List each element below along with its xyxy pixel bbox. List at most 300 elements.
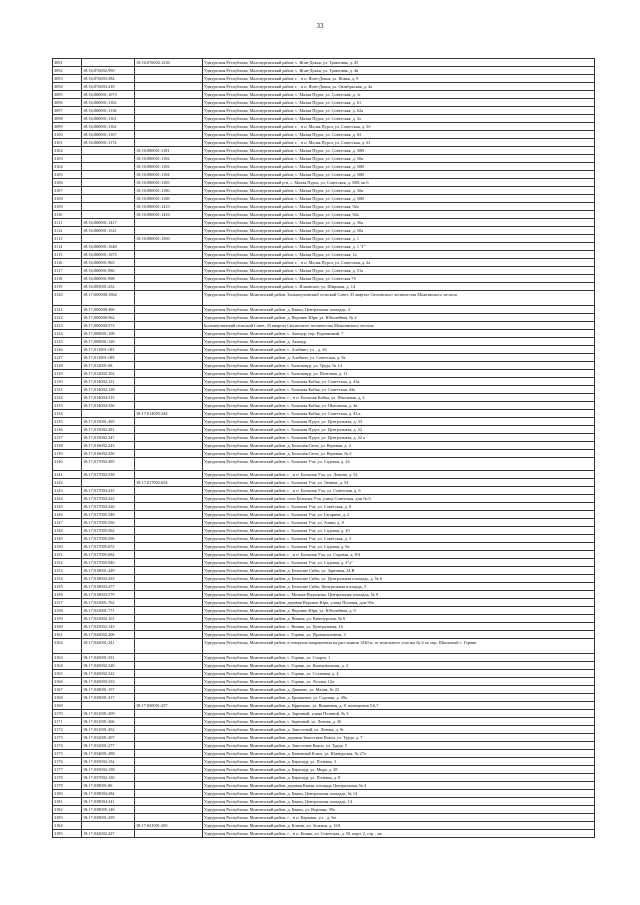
row-number-cell: 3139 bbox=[53, 450, 82, 458]
parent-cadastral-number-cell bbox=[135, 418, 203, 426]
cadastral-number-cell: 18:17:000000:562 bbox=[82, 314, 135, 322]
parent-cadastral-number-cell: 18:16:080001:1183 bbox=[135, 163, 203, 171]
table-row bbox=[53, 410, 595, 418]
table-row bbox=[53, 147, 595, 155]
cadastral-number-cell bbox=[82, 203, 135, 211]
parent-cadastral-number-cell bbox=[135, 227, 203, 235]
row-number-cell: 3159 bbox=[53, 615, 82, 623]
table-row bbox=[53, 694, 595, 702]
table-row bbox=[53, 543, 595, 551]
address-cell: Удмуртская Республика, Малопургинский район, с. Малая Пурга, ул. Советская, д. 63 bbox=[203, 131, 595, 139]
cadastral-number-cell: 18:17:038004:341 bbox=[82, 798, 135, 806]
cadastral-number-cell: 18:16:080001:986 bbox=[82, 267, 135, 275]
address-cell: Удмуртская Республика, Можгинский район, г. , н п. Большая Уча, ул. Советская, д. 6 bbox=[203, 487, 595, 495]
parent-cadastral-number-cell bbox=[135, 814, 203, 822]
row-number-cell: 3173 bbox=[53, 734, 82, 742]
parent-cadastral-number-cell bbox=[135, 615, 203, 623]
table-row bbox=[53, 726, 595, 734]
parent-cadastral-number-cell bbox=[135, 750, 203, 758]
row-number-cell: 3183 bbox=[53, 814, 82, 822]
address-cell: Удмуртская Республика, Малопургинский район, с. Малая Пурга, ул. Советская, д. 61 bbox=[203, 99, 595, 107]
row-number-cell: 3119 bbox=[53, 283, 82, 291]
cadastral-number-cell: 18:16:085001:252 bbox=[82, 283, 135, 291]
parent-cadastral-number-cell: 18:16:080001:1182 bbox=[135, 155, 203, 163]
row-number-cell: 3115 bbox=[53, 251, 82, 259]
cadastral-number-cell: 18:17:017003:426 bbox=[82, 503, 135, 511]
address-cell: Удмуртская Республика, Можгинский район, г. , н п. Керамик, ул. , д. 6н bbox=[203, 814, 595, 822]
cadastral-number-cell: 18:17:015001:495 bbox=[82, 418, 135, 426]
cadastral-number-cell bbox=[82, 211, 135, 219]
row-number-cell: 3099 bbox=[53, 123, 82, 131]
table-row bbox=[53, 750, 595, 758]
parent-cadastral-number-cell bbox=[135, 346, 203, 354]
cadastral-number-cell: 18:17:017003:422 bbox=[82, 495, 135, 503]
table-row bbox=[53, 495, 595, 503]
row-number-cell: 3168 bbox=[53, 694, 82, 702]
table-row bbox=[53, 322, 595, 330]
parent-cadastral-number-cell bbox=[135, 543, 203, 551]
address-cell: Удмуртская Республика, Можгинский район, с. Большая Уча, ул. Садовая, д. 9а bbox=[203, 543, 595, 551]
cadastral-number-cell: 18:17:018003:579 bbox=[82, 591, 135, 599]
cadastral-number-cell: 18:17:017005:556 bbox=[82, 519, 135, 527]
table-row bbox=[53, 458, 595, 471]
table-row bbox=[53, 559, 595, 567]
row-number-cell: 3167 bbox=[53, 686, 82, 694]
cadastral-number-cell: 18:16:080001:1521 bbox=[82, 227, 135, 235]
row-number-cell: 3112 bbox=[53, 227, 82, 235]
table-row bbox=[53, 599, 595, 607]
cadastral-number-cell: 18:17:016002:243 bbox=[82, 442, 135, 450]
table-row bbox=[53, 251, 595, 259]
address-cell: Удмуртская Республика, Можгинский район, с. Большая Пудга, ул. Центральная, д. 22 bbox=[203, 426, 595, 434]
parent-cadastral-number-cell: 18:16:080001:1184 bbox=[135, 171, 203, 179]
row-number-cell: 3163 bbox=[53, 654, 82, 662]
cadastral-number-cell bbox=[82, 147, 135, 155]
cadastral-number-cell: 18:17:023002:101 bbox=[82, 615, 135, 623]
row-number-cell: 3104 bbox=[53, 163, 82, 171]
address-cell: Удмуртская Республика, Малопургинский район, г. , н п. Малая Пурга, ул. Советская, д. 61 bbox=[203, 139, 595, 147]
address-cell: Удмуртская Республика, Можгинский район, д. Квачи, Центральная площадь, 4 bbox=[203, 306, 595, 314]
parent-cadastral-number-cell bbox=[135, 251, 203, 259]
address-cell: Удмуртская Республика, Малопургинский район, с. Малая Пурга, ул. Советская, д. 50В bbox=[203, 163, 595, 171]
table-row bbox=[53, 686, 595, 694]
table-row bbox=[53, 67, 595, 75]
table-row bbox=[53, 59, 595, 67]
address-cell: Удмуртская Республика, Можгинский район, с. Большая Уча, ул. Садовая, д. 3"а" bbox=[203, 559, 595, 567]
address-cell: Удмуртская Республика, Можгинский район, д. Вишня, ул. Вишнурская, № 6 bbox=[203, 615, 595, 623]
cadastral-number-cell: 18:17:017003:415 bbox=[82, 487, 135, 495]
row-number-cell: 3161 bbox=[53, 631, 82, 639]
address-cell: Удмуртская Республика, Можгинский район, д. Большие Сибы, ул. Центральная площадь, д. № 6 bbox=[203, 575, 595, 583]
table-row bbox=[53, 479, 595, 487]
cadastral-number-cell: 18:17:038004:284 bbox=[82, 790, 135, 798]
address-cell: Удмуртская Республика, Можгинский район, с. Большая Кибья, ул. Советская, д. 43а bbox=[203, 378, 595, 386]
table-row bbox=[53, 662, 595, 670]
row-number-cell: 3106 bbox=[53, 179, 82, 187]
table-row bbox=[53, 426, 595, 434]
cadastral-number-cell: 18:17:018003:433 bbox=[82, 575, 135, 583]
parent-cadastral-number-cell bbox=[135, 718, 203, 726]
cadastral-number-cell: 18:17:000000:496 bbox=[82, 306, 135, 314]
row-number-cell: 3128 bbox=[53, 362, 82, 370]
parent-cadastral-number-cell bbox=[135, 99, 203, 107]
address-cell: Удмуртская Республика, Можгинский район, д. Замостный, ул. Лечная, д. 9г bbox=[203, 726, 595, 734]
parent-cadastral-number-cell bbox=[135, 495, 203, 503]
row-number-cell: 3141 bbox=[53, 471, 82, 479]
cadastral-number-cell: 18:17:014002:138 bbox=[82, 386, 135, 394]
table-row bbox=[53, 607, 595, 615]
address-cell: Удмуртская Республика, Можгинский район, с. Большая Уча, ул. Азина, д. 8 bbox=[203, 519, 595, 527]
address-cell: Удмуртская Республика, Можгинский район, д. Верхние Юри, ул. Юбилейная, № 2 bbox=[203, 314, 595, 322]
table-row bbox=[53, 551, 595, 559]
cadastral-number-cell bbox=[82, 155, 135, 163]
parent-cadastral-number-cell bbox=[135, 798, 203, 806]
table-row bbox=[53, 378, 595, 386]
address-cell: Удмуртская Республика, Можгинский район, г. , н п. Комяк, ул. Советская, д. 50, корп. 2, стр. , кв bbox=[203, 830, 595, 838]
table-row bbox=[53, 83, 595, 91]
row-number-cell: 3131 bbox=[53, 386, 82, 394]
table-row bbox=[53, 99, 595, 107]
row-number-cell: 3118 bbox=[53, 275, 82, 283]
address-cell: Удмуртская Республика, Можгинский район, д. Акашур bbox=[203, 338, 595, 346]
address-cell: Удмуртская Республика, Можгинский район, с. Горняк, ул. Промышленная, 3 bbox=[203, 631, 595, 639]
table-row bbox=[53, 487, 595, 495]
cadastral-number-cell: 18:17:032001:207 bbox=[82, 734, 135, 742]
row-number-cell: 3132 bbox=[53, 394, 82, 402]
row-number-cell: 3138 bbox=[53, 442, 82, 450]
parent-cadastral-number-cell bbox=[135, 734, 203, 742]
cadastral-number-cell: 18:17:011001:189 bbox=[82, 354, 135, 362]
table-row bbox=[53, 623, 595, 631]
cadastral-number-cell: 18:17:017002:538 bbox=[82, 471, 135, 479]
parent-cadastral-number-cell bbox=[135, 259, 203, 267]
cadastral-number-cell bbox=[82, 179, 135, 187]
table-row bbox=[53, 394, 595, 402]
cadastral-number-cell bbox=[82, 235, 135, 243]
table-row bbox=[53, 678, 595, 686]
cadastral-number-cell: 18:16:080001:1102 bbox=[82, 99, 135, 107]
table-row bbox=[53, 790, 595, 798]
row-number-cell: 3154 bbox=[53, 575, 82, 583]
address-cell: Удмуртская Республика, Малопургинский район, с. Малая Пурга, ул. Советская, д. 1 "Г" bbox=[203, 243, 595, 251]
cadastral-number-cell: 18:16:080001:1648 bbox=[82, 243, 135, 251]
address-cell: Удмуртская Республика, Можгинский район, с. Большая Пудга, ул. Центральная, д. 22 а bbox=[203, 434, 595, 442]
address-cell: Удмуртская Республика, Малопургинский район, с. Малая Пурга, ул. Советская, д. 50В bbox=[203, 147, 595, 155]
cadastral-number-cell: 18:16:080001:1675 bbox=[82, 251, 135, 259]
row-number-cell: 3181 bbox=[53, 798, 82, 806]
table-row bbox=[53, 291, 595, 306]
address-cell: Удмуртская Республика, Малопургинский район, с. Яган-Докья, ул. Трактовая, д. 45 bbox=[203, 59, 595, 67]
parent-cadastral-number-cell bbox=[135, 559, 203, 567]
row-number-cell: 3109 bbox=[53, 203, 82, 211]
parent-cadastral-number-cell bbox=[135, 314, 203, 322]
row-number-cell: 3143 bbox=[53, 487, 82, 495]
parent-cadastral-number-cell bbox=[135, 519, 203, 527]
table-row bbox=[53, 338, 595, 346]
address-cell: Удмуртская Республика, Можгинский район, д. Бровынью, ул. Садовая, д. 28а bbox=[203, 694, 595, 702]
table-row bbox=[53, 362, 595, 370]
address-cell: Удмуртская Республика, Можгинский район, д. Карашур, ул. Полевая, д. 8 bbox=[203, 774, 595, 782]
cadastral-number-cell: 18:17:038001:86 bbox=[82, 782, 135, 790]
cadastral-number-cell: 18:17:023001:762 bbox=[82, 599, 135, 607]
table-row bbox=[53, 450, 595, 458]
row-number-cell: 3162 bbox=[53, 639, 82, 654]
row-number-cell: 3175 bbox=[53, 750, 82, 758]
table-row bbox=[53, 639, 595, 654]
table-row bbox=[53, 654, 595, 662]
cadastral-number-cell: 18:17:023001:771 bbox=[82, 607, 135, 615]
row-number-cell: 3095 bbox=[53, 91, 82, 99]
row-number-cell: 3124 bbox=[53, 330, 82, 338]
address-cell: Удмуртская Республика, Можгинский район, деревня Замостные Какси, ул. Труда, д. 7 bbox=[203, 734, 595, 742]
parent-cadastral-number-cell bbox=[135, 599, 203, 607]
table-row bbox=[53, 814, 595, 822]
table-row bbox=[53, 314, 595, 322]
address-cell: Удмуртская Республика, Можгинский район, с. Большая Уча, ул. Советская, д. 8 bbox=[203, 503, 595, 511]
row-number-cell: 3136 bbox=[53, 426, 82, 434]
address-cell: Удмуртская Республика, Можгинский район, д. Дамаево, ул. Малая, № 22 bbox=[203, 686, 595, 694]
parent-cadastral-number-cell bbox=[135, 243, 203, 251]
table-row bbox=[53, 418, 595, 426]
row-number-cell: 3134 bbox=[53, 410, 82, 418]
address-cell: Удмуртская Республика, Можгинский район, с. Акашур, пер. Родниковый, 7 bbox=[203, 330, 595, 338]
table-row bbox=[53, 567, 595, 575]
cadastral-number-cell: 18:17:031001:209 bbox=[82, 710, 135, 718]
table-row bbox=[53, 758, 595, 766]
parent-cadastral-number-cell bbox=[135, 67, 203, 75]
table-row bbox=[53, 766, 595, 774]
parent-cadastral-number-cell: 18:16:076002:1236 bbox=[135, 59, 203, 67]
parent-cadastral-number-cell bbox=[135, 123, 203, 131]
row-number-cell: 3094 bbox=[53, 83, 82, 91]
address-cell: Удмуртская Республика, Малопургинский район, г. , н п. Яган-Докья, ул. Октябрьская, д. 4а bbox=[203, 83, 595, 91]
row-number-cell: 3107 bbox=[53, 187, 82, 195]
cadastral-number-cell: 18:16:080001:1172 bbox=[82, 139, 135, 147]
register-table bbox=[52, 58, 595, 838]
parent-cadastral-number-cell bbox=[135, 591, 203, 599]
address-cell: Удмуртская Республика, Можгинский район, с. Большая Уча, ул. Гагарина, д. 2 bbox=[203, 511, 595, 519]
row-number-cell: 3165 bbox=[53, 670, 82, 678]
address-cell: Удмуртская Республика, Можгинский район, д. Большие Сибы, ул. Заречная, 24 В bbox=[203, 567, 595, 575]
row-number-cell: 3147 bbox=[53, 519, 82, 527]
table-row bbox=[53, 139, 595, 147]
row-number-cell: 3091 bbox=[53, 59, 82, 67]
parent-cadastral-number-cell: 18:17:041001:205 bbox=[135, 822, 203, 830]
cadastral-number-cell: 18:17:017005:596 bbox=[82, 535, 135, 543]
address-cell: Удмуртская Республика, Можгинский район, с. Горняк, ул. Спорта, 1 bbox=[203, 654, 595, 662]
parent-cadastral-number-cell bbox=[135, 275, 203, 283]
cadastral-number-cell: 18:17:018001:429 bbox=[82, 567, 135, 575]
table-row bbox=[53, 171, 595, 179]
table-row bbox=[53, 774, 595, 782]
address-cell: Удмуртская Республика, Можгинский район, д. Большая Сюга, ул. Верхняя, № 2 bbox=[203, 450, 595, 458]
address-cell: Удмуртская Республика, Можгинский район, в северном направлении на расстоянии 1440 м. от земельного участка № 6 по пер. Школьный с. Горняк bbox=[203, 639, 595, 654]
cadastral-number-cell: 18:17:012001:68 bbox=[82, 362, 135, 370]
parent-cadastral-number-cell bbox=[135, 354, 203, 362]
cadastral-number-cell: 18:17:017002:495 bbox=[82, 458, 135, 471]
row-number-cell: 3098 bbox=[53, 115, 82, 123]
row-number-cell: 3166 bbox=[53, 678, 82, 686]
table-row bbox=[53, 503, 595, 511]
cadastral-number-cell: 18:17:038005:146 bbox=[82, 806, 135, 814]
parent-cadastral-number-cell bbox=[135, 434, 203, 442]
address-cell: Удмуртская Республика, Малопургинский район, с. Малая Пурга, ул. Советская, д. 50а bbox=[203, 227, 595, 235]
table-row bbox=[53, 798, 595, 806]
row-number-cell: 3092 bbox=[53, 67, 82, 75]
address-cell: Удмуртская Республика, Малопургинский район, с. Малая Пурга, ул. Советская, д. 5а bbox=[203, 115, 595, 123]
row-number-cell: 3170 bbox=[53, 710, 82, 718]
table-row bbox=[53, 306, 595, 314]
row-number-cell: 3171 bbox=[53, 718, 82, 726]
cadastral-number-cell: 18:17:014004:336 bbox=[82, 402, 135, 410]
cadastral-number-cell: 18:17:018003:477 bbox=[82, 583, 135, 591]
cadastral-number-cell: 18:17:016002:256 bbox=[82, 450, 135, 458]
address-cell: Удмуртская Республика, Можгинский район, село Большая Уча, улица Советская, дом № 6 bbox=[203, 495, 595, 503]
row-number-cell: 3123 bbox=[53, 322, 82, 330]
address-cell: Удмуртская Республика, Можгинский район, д. Большая Сюга, ул. Верхняя, д. 4 bbox=[203, 442, 595, 450]
cadastral-number-cell: 18:16:080001:1417 bbox=[82, 219, 135, 227]
parent-cadastral-number-cell bbox=[135, 386, 203, 394]
row-number-cell: 3169 bbox=[53, 702, 82, 710]
address-cell: Удмуртская Республика, Малопургинский район, с. Малая Пурга, ул. Советская, д. 50в bbox=[203, 187, 595, 195]
address-cell: Удмуртская Республика, Можгинский район, д. Квачи, Центральная площадь, № 14 bbox=[203, 790, 595, 798]
cadastral-number-cell: 18:17:017005:562 bbox=[82, 527, 135, 535]
row-number-cell: 3133 bbox=[53, 402, 82, 410]
parent-cadastral-number-cell bbox=[135, 774, 203, 782]
parent-cadastral-number-cell bbox=[135, 686, 203, 694]
address-cell: Удмуртская Республика, Малопургинский район, с. Яган-Докья, ул. Трактовая, д. 4в bbox=[203, 67, 595, 75]
parent-cadastral-number-cell bbox=[135, 283, 203, 291]
cadastral-number-cell: 18:17:015002:347 bbox=[82, 434, 135, 442]
address-cell: Удмуртская Республика, Можгинский район, с. Большая Уча, ул. Ленина, д. 54 bbox=[203, 479, 595, 487]
row-number-cell: 3093 bbox=[53, 75, 82, 83]
parent-cadastral-number-cell bbox=[135, 830, 203, 838]
parent-cadastral-number-cell bbox=[135, 75, 203, 83]
cadastral-number-cell: 18:16:080001:998 bbox=[82, 275, 135, 283]
row-number-cell: 3146 bbox=[53, 511, 82, 519]
row-number-cell: 3151 bbox=[53, 551, 82, 559]
parent-cadastral-number-cell bbox=[135, 726, 203, 734]
parent-cadastral-number-cell: 18:17:017002:654 bbox=[135, 479, 203, 487]
cadastral-number-cell: 18:17:000000:573 bbox=[82, 322, 135, 330]
address-cell: Удмуртская Республика, Можгинский район, д. Квачи, Центральная площадь, 14 bbox=[203, 798, 595, 806]
table-row bbox=[53, 710, 595, 718]
row-number-cell: 3103 bbox=[53, 155, 82, 163]
cadastral-number-cell bbox=[82, 187, 135, 195]
cadastral-number-cell bbox=[82, 171, 135, 179]
address-cell: Удмуртская Республика, Малопургинский район, с. Малая Пурга, ул. Советская, д. 50В bbox=[203, 195, 595, 203]
cadastral-number-cell: 18:17:031001:452 bbox=[82, 726, 135, 734]
address-cell: Удмуртская Республика, Можгинский район, д. Квачи, ул. Верхняя, 39а bbox=[203, 806, 595, 814]
row-number-cell: 3150 bbox=[53, 543, 82, 551]
row-number-cell: 3153 bbox=[53, 567, 82, 575]
parent-cadastral-number-cell bbox=[135, 551, 203, 559]
cadastral-number-cell: 18:17:032001:277 bbox=[82, 742, 135, 750]
row-number-cell: 3120 bbox=[53, 291, 82, 306]
parent-cadastral-number-cell bbox=[135, 402, 203, 410]
row-number-cell: 3185 bbox=[53, 830, 82, 838]
table-row bbox=[53, 75, 595, 83]
table-row bbox=[53, 259, 595, 267]
parent-cadastral-number-cell bbox=[135, 567, 203, 575]
cadastral-number-cell: 18:16:080001:1073 bbox=[82, 91, 135, 99]
cadastral-number-cell: 18:17:026002:320 bbox=[82, 662, 135, 670]
row-number-cell: 3101 bbox=[53, 139, 82, 147]
address-cell: Удмуртская Республика, Можгинский район, деревня Квачи, площадь Центральная, № 4 bbox=[203, 782, 595, 790]
parent-cadastral-number-cell bbox=[135, 91, 203, 99]
parent-cadastral-number-cell bbox=[135, 678, 203, 686]
cadastral-number-cell: 18:16:080001:1162 bbox=[82, 123, 135, 131]
table-row bbox=[53, 742, 595, 750]
row-number-cell: 3137 bbox=[53, 434, 82, 442]
cadastral-number-cell: 18:17:025002:143 bbox=[82, 623, 135, 631]
parent-cadastral-number-cell bbox=[135, 458, 203, 471]
table-row bbox=[53, 822, 595, 830]
row-number-cell: 3149 bbox=[53, 535, 82, 543]
cadastral-number-cell bbox=[82, 702, 135, 710]
table-row bbox=[53, 219, 595, 227]
parent-cadastral-number-cell bbox=[135, 426, 203, 434]
address-cell: Удмуртская Республика, Малопургинский район, с. Ильинское, ул. Широкая, д. 14 bbox=[203, 283, 595, 291]
parent-cadastral-number-cell bbox=[135, 742, 203, 750]
parent-cadastral-number-cell bbox=[135, 330, 203, 338]
row-number-cell: 3114 bbox=[53, 243, 82, 251]
cadastral-number-cell bbox=[82, 410, 135, 418]
address-cell: Удмуртская Республика, Малопургинский район, с. Малая Пурга, ул. Советская 7б bbox=[203, 275, 595, 283]
row-number-cell: 3125 bbox=[53, 338, 82, 346]
table-row bbox=[53, 670, 595, 678]
table-row bbox=[53, 782, 595, 790]
cadastral-number-cell: 18:17:026003:333 bbox=[82, 678, 135, 686]
table-row bbox=[53, 583, 595, 591]
cadastral-number-cell: 18:17:035002:154 bbox=[82, 758, 135, 766]
address-cell: Удмуртская Республика, Малопургинский район, с. Малая Пурга, ул. Советская, д. 51а bbox=[203, 267, 595, 275]
row-number-cell: 3152 bbox=[53, 559, 82, 567]
table-row bbox=[53, 434, 595, 442]
parent-cadastral-number-cell bbox=[135, 806, 203, 814]
parent-cadastral-number-cell: 18:16:080001:1188 bbox=[135, 195, 203, 203]
address-cell: Удмуртская Республика, Можгинский район, с. Вишня, ул. Центральная, 14 bbox=[203, 623, 595, 631]
parent-cadastral-number-cell bbox=[135, 503, 203, 511]
cadastral-number-cell: 18:17:028001:157 bbox=[82, 686, 135, 694]
address-cell: Удмуртская Республика, Малопургинский район, с. Малая Пурга, ул. Советская, 92а bbox=[203, 211, 595, 219]
address-cell: Удмуртская Республика, Можгинский район, д. Замостные Какси, ул. Труда, 5 bbox=[203, 742, 595, 750]
cadastral-number-cell bbox=[82, 59, 135, 67]
parent-cadastral-number-cell bbox=[135, 654, 203, 662]
row-number-cell: 3111 bbox=[53, 219, 82, 227]
address-cell: Удмуртская Республика, Можгинский район, с. Большая Уча, ул. Садовая, д. 24 bbox=[203, 458, 595, 471]
table-row bbox=[53, 131, 595, 139]
parent-cadastral-number-cell: 18:16:080001:1416 bbox=[135, 211, 203, 219]
parent-cadastral-number-cell: 18:16:080001:1181 bbox=[135, 147, 203, 155]
cadastral-number-cell: 18:16:076002:990 bbox=[82, 67, 135, 75]
address-cell: Удмуртская Республика, Можгинский район, д. Ефремово, ул. Вишневая, д. 8, помещения 5,6,7 bbox=[203, 702, 595, 710]
parent-cadastral-number-cell bbox=[135, 535, 203, 543]
address-cell: Удмуртская Республика, Можгинский район, деревня Верхние Юри, улица Полевая, дом 90а bbox=[203, 599, 595, 607]
row-number-cell: 3117 bbox=[53, 267, 82, 275]
table-row bbox=[53, 511, 595, 519]
cadastral-number-cell: 18:16:076003:418 bbox=[82, 83, 135, 91]
row-number-cell: 3121 bbox=[53, 306, 82, 314]
parent-cadastral-number-cell bbox=[135, 758, 203, 766]
address-cell: Удмуртская Республика, Можгинский район, г. , н п. Большая Уча, ул. Садовая, д. 8/4 bbox=[203, 551, 595, 559]
cadastral-number-cell: 18:17:017005:940 bbox=[82, 559, 135, 567]
table-row bbox=[53, 187, 595, 195]
table-row bbox=[53, 346, 595, 354]
table-row bbox=[53, 163, 595, 171]
address-cell: Удмуртская Республика, Можгинский район, с. Бальзяшур, ул. Почтовая, д. 11 bbox=[203, 370, 595, 378]
page-number: 33 bbox=[316, 22, 324, 30]
